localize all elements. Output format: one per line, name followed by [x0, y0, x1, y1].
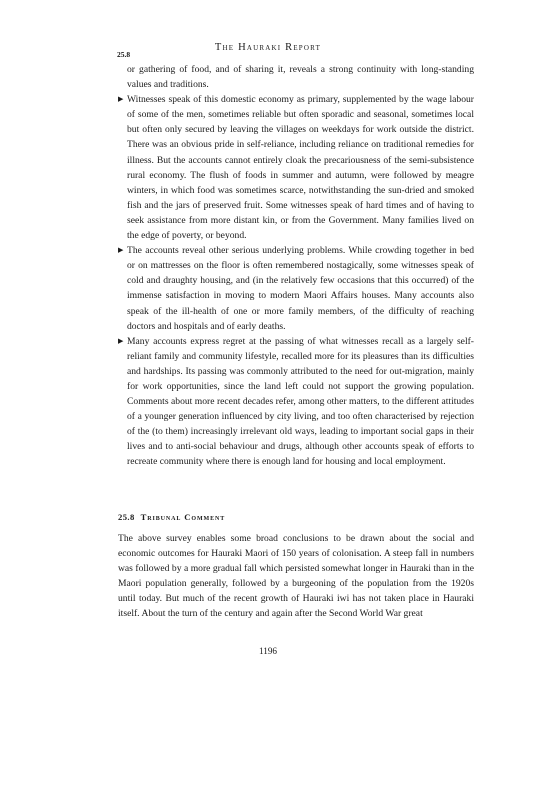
bullet-text: Witnesses speak of this domestic economy as primary, supplemented by the wage labour of some of the men, sometimes reliable but often sporadic and seasonal, sometimes local but often only secured by leaving the villages on weekdays for work outside the district. There was an obvious pride in self-reliance, including reliance on traditional remedies for illness. But the accounts cannot entirely cloak the precariousness of the semi-subsistence rural economy. The flush of foods in summer and autumn, were followed by meagre winters, in which food was sometimes scarce, notwithstanding the sun-dried and smoked fish and the jars of preserved fruit. Some witnesses speak of hard times and of having to seek assistance from more distant kin, or from the Government. Many families lived on the edge of poverty, or beyond.	[127, 94, 474, 242]
section-heading-number: 25.8	[118, 511, 135, 522]
section-heading-title: Tribunal Comment	[140, 511, 226, 522]
bullet-item	[118, 92, 474, 243]
body-text	[118, 62, 474, 621]
section-heading	[118, 510, 474, 525]
section-paragraph: The above survey enables some broad conclusions to be drawn about the social and economic outcomes for Hauraki Maori of 150 years of colonisation. A steep fall in numbers was followed by a more gradual fall which persisted somewhat longer in Hauraki than in the Maori population generally, followed by a burgeoning of the population from the 1920s until today. But much of the recent growth of Hauraki iwi has not taken place in Hauraki itself. About the turn of the century and again after the Second World War great	[118, 532, 474, 620]
header-section-number: 25.8	[117, 50, 131, 59]
triangle-bullet-icon: ▶	[118, 336, 124, 345]
triangle-bullet-icon: ▶	[118, 246, 124, 255]
bullet-item	[118, 334, 474, 470]
continuation-paragraph: or gathering of food, and of sharing it, reveals a strong continuity with long-standing values and traditions.	[127, 64, 474, 91]
bullet-text: Many accounts express regret at the passing of what witnesses recall as a largely self-reliant family and community lifestyle, recalled more for its pleasures than its difficulties and hardships. Its passing was commonly attributed to the need for out-migration, mainly for work opportunities, since the land left could not support the growing population. Comments about more recent decades refer, among other matters, to the different attitudes of a younger generation influenced by city living, and too often characterised by rejection of the (to them) increasingly irrelevant old ways, leading to important social gaps in their lives and to anti-social behaviour and drugs, although other accounts speak of efforts to recreate community where there is enough land for housing and local employment.	[127, 335, 474, 468]
bullet-text: The accounts reveal other serious underlying problems. While crowding together in bed or on mattresses on the floor is often remembered nostagically, some witnesses speak of cold and draughty housing, and (in the relatively few occasions that this occurred) of the immense satisfaction in moving to modern Maori Affairs houses. Many accounts also speak of the ill-health of one or more family members, of the difficulty of reaching doctors and hospitals and of early deaths.	[127, 245, 474, 332]
triangle-bullet-icon: ▶	[118, 95, 124, 104]
bullet-item	[118, 243, 474, 334]
running-head: The Hauraki Report	[214, 42, 322, 53]
page-number: 1196	[258, 646, 278, 656]
bullet-list	[118, 92, 474, 469]
